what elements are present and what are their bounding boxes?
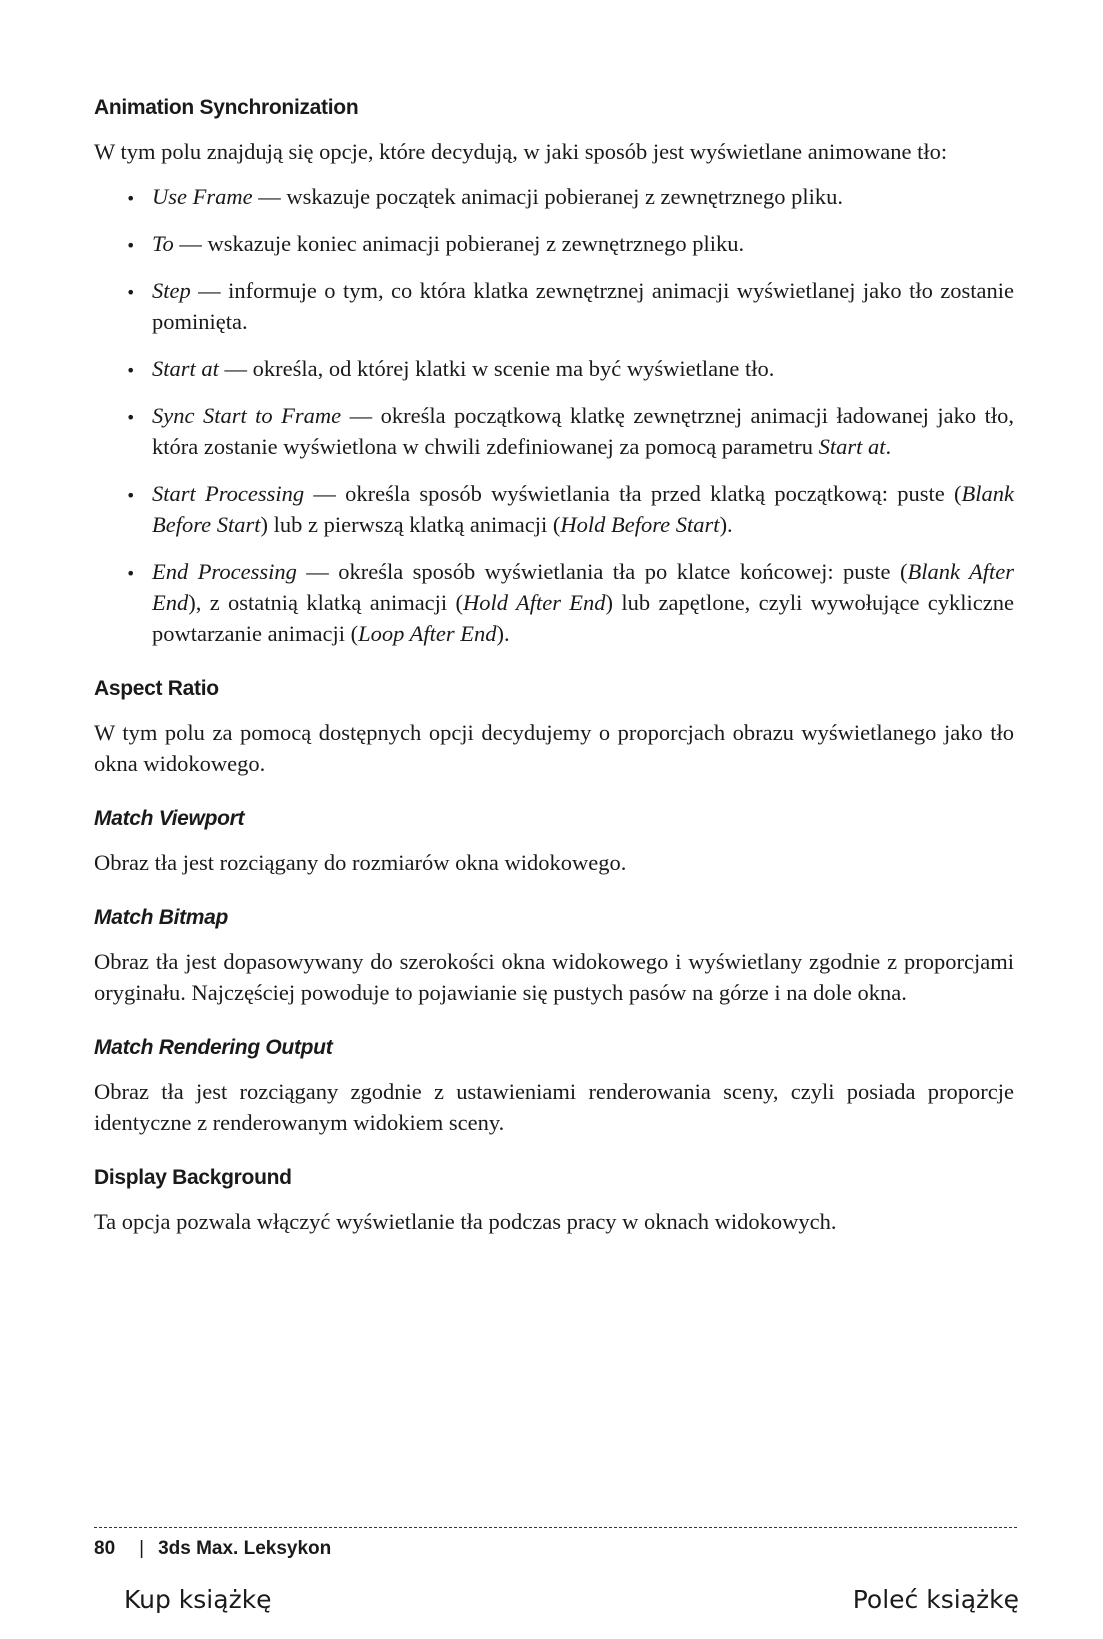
list-item: [94, 556, 1014, 649]
aspect-ratio-text: W tym polu za pomocą dostępnych opcji decydujemy o proporcjach obrazu wyświetlanego jako tło okna widokowego.: [94, 720, 1014, 776]
definition-tail: ).: [719, 512, 733, 537]
list-item: [94, 400, 1014, 462]
definition-text: — określa początkową klatkę zewnętrznej animacji ładowanej jako tło, która zostanie wyświetlona w chwili zdefiniowanej za pomocą parametru: [152, 403, 1014, 459]
definition-tail: ).: [496, 621, 510, 646]
section-heading-display-background: Display Background: [94, 1166, 292, 1189]
footer-separator: |: [139, 1538, 145, 1559]
term-use-frame: Use Frame: [152, 184, 253, 209]
section-heading-aspect-ratio: Aspect Ratio: [94, 677, 219, 700]
bullet-icon: •: [126, 408, 136, 427]
definition-mid: ) lub z pierwszą klatką animacji (: [260, 512, 561, 537]
match-viewport-text: Obraz tła jest rozciągany do rozmiarów okna widokowego.: [94, 850, 627, 875]
bullet-icon: •: [126, 236, 136, 255]
bullet-icon: •: [126, 486, 136, 505]
anim-sync-intro: W tym polu znajdują się opcje, które decydują, w jaki sposób jest wyświetlane animowane tło:: [94, 139, 948, 164]
term-to: To: [152, 231, 174, 256]
footer-divider: [94, 1527, 1017, 1528]
term-step: Step: [152, 278, 191, 303]
list-item: [94, 275, 1014, 337]
anim-sync-options-list: [94, 181, 1014, 649]
option-loop-after-end: Loop After End: [358, 621, 497, 646]
term-end-processing: End Processing: [152, 559, 297, 584]
recommend-book-link[interactable]: Poleć książkę: [852, 1585, 1019, 1614]
match-bitmap-text: Obraz tła jest dopasowywany do szerokości okna widokowego i wyświetlany zgodnie z proporcjami oryginału. Najczęściej powoduje to pojawianie się pustych pasów na górze i na dole okna.: [94, 949, 1014, 1005]
term-start-at: Start at: [152, 356, 219, 381]
running-footer: [94, 1538, 331, 1560]
term-sync-start-to-frame: Sync Start to Frame: [152, 403, 342, 428]
option-blank-after-end: Blank After End: [152, 559, 1014, 615]
book-title: 3ds Max. Leksykon: [158, 1538, 332, 1559]
buy-book-link[interactable]: Kup książkę: [124, 1585, 272, 1614]
list-item: [94, 478, 1014, 540]
definition-text: — wskazuje koniec animacji pobieranej z zewnętrznego pliku.: [173, 231, 745, 256]
section-heading-animation-synchronization: Animation Synchronization: [94, 96, 359, 119]
bullet-icon: •: [126, 283, 136, 302]
bullet-icon: •: [126, 564, 136, 583]
definition-mid: ), z ostatnią klatką animacji (: [188, 590, 464, 615]
subheading-match-bitmap: Match Bitmap: [94, 906, 229, 929]
list-item: [94, 228, 1014, 259]
match-rendering-output-text: Obraz tła jest rozciągany zgodnie z ustawieniami renderowania sceny, czyli posiada proporcje identyczne z renderowanym widokiem sceny.: [94, 1079, 1014, 1135]
bullet-icon: •: [126, 361, 136, 380]
option-hold-after-end: Hold After End: [463, 590, 606, 615]
display-background-text: Ta opcja pozwala włączyć wyświetlanie tła podczas pracy w oknach widokowych.: [94, 1209, 837, 1234]
definition-text: — informuje o tym, co która klatka zewnętrznej animacji wyświetlanej jako tło zostanie pominięta.: [152, 278, 1014, 334]
page-number: 80: [94, 1538, 116, 1559]
subheading-match-viewport: Match Viewport: [94, 807, 245, 830]
page-content: [94, 96, 1014, 1237]
bullet-icon: •: [126, 189, 136, 208]
definition-text: — określa sposób wyświetlania tła po klatce końcowej: puste (: [296, 559, 908, 584]
definition-mid: ) lub zapętlone, czyli wywołujące cykliczne powtarzanie animacji (: [152, 590, 1014, 646]
definition-text: — określa, od której klatki w scenie ma być wyświetlane tło.: [218, 356, 775, 381]
option-hold-before-start: Hold Before Start: [560, 512, 720, 537]
definition-tail: .: [885, 434, 892, 459]
definition-text: — określa sposób wyświetlania tła przed klatką początkową: puste (: [304, 481, 962, 506]
term-start-processing: Start Processing: [152, 481, 305, 506]
definition-text: — wskazuje początek animacji pobieranej z zewnętrznego pliku.: [252, 184, 843, 209]
term-reference: Start at: [818, 434, 886, 459]
option-blank-before-start: Blank Before Start: [152, 481, 1014, 537]
subheading-match-rendering-output: Match Rendering Output: [94, 1036, 333, 1059]
list-item: [94, 181, 1014, 212]
list-item: [94, 353, 1014, 384]
